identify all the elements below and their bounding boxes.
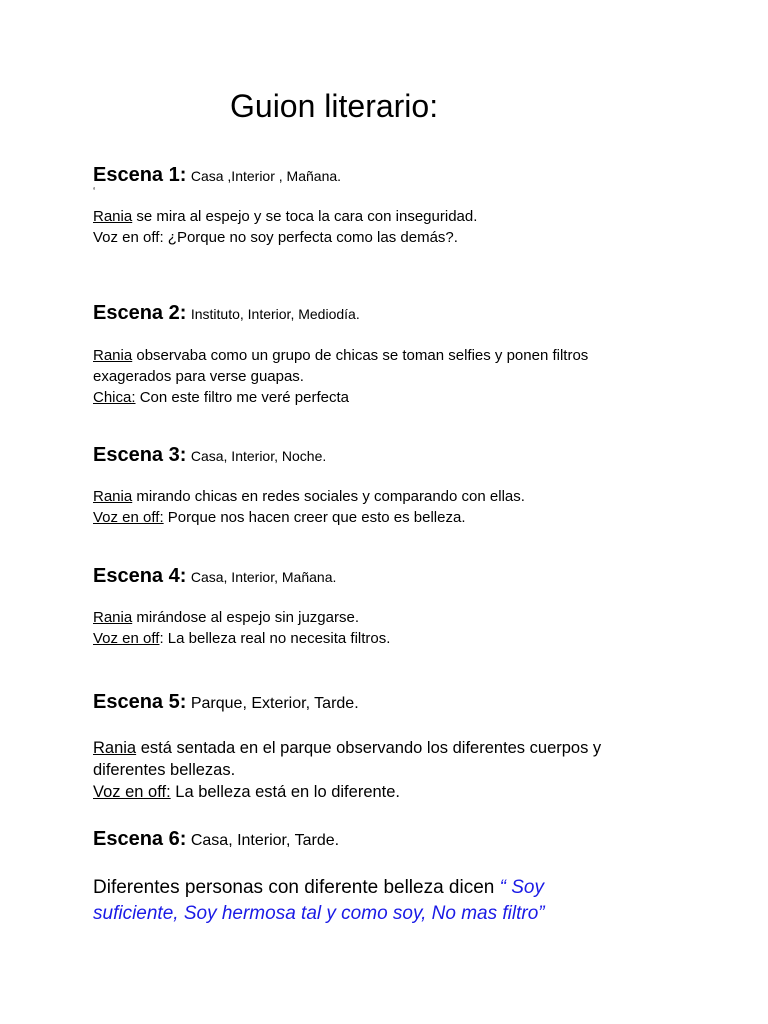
scene-6 [93,828,693,851]
line-text: Voz en off: ¿Porque no soy perfecta como las demás?. [93,229,458,246]
scene-meta: Casa, Interior, Tarde. [190,832,340,849]
scene-label: Escena 2: [93,302,187,324]
speaker-name: Rania [93,609,133,626]
document-title: Guion literario: [230,88,439,124]
scene-label: Escena 4: [93,565,187,587]
scene-3 [93,444,693,467]
scene-line [93,227,693,248]
scene-1-heading [93,164,693,187]
scene-line [93,607,693,628]
line-text: exagerados para verse guapas. [93,368,304,385]
scene-4-body [93,607,693,649]
speaker-name: Rania [93,347,133,364]
line-text: Porque nos hacen creer que esto es belleza. [163,509,466,526]
scene-6-heading [93,828,693,851]
scene-line [93,507,693,528]
scene-line [93,628,693,649]
speaker-name: Rania [93,739,137,757]
scene-meta: Instituto, Interior, Mediodía. [190,306,360,322]
scene-4 [93,565,693,588]
speaker-suffix: : [159,630,164,647]
scene-line [93,781,693,803]
scene-line [93,387,693,408]
scene-3-body [93,486,693,528]
scene-line [93,737,693,759]
scene-line [93,759,693,781]
closing-quote-start: “ Soy [499,877,544,898]
line-text: observaba como un grupo de chicas se toman selfies y ponen filtros [132,347,589,364]
stray-mark: ‘ [93,186,96,197]
scene-5-body [93,737,693,803]
speaker-name: Rania [93,488,133,505]
closing-paragraph [93,875,693,927]
scene-1-body [93,206,693,248]
scene-5-heading [93,691,693,714]
closing-quote-end: suficiente, Soy hermosa tal y como soy, No mas filtro” [93,903,545,924]
line-text: La belleza real no necesita filtros. [163,630,391,647]
scene-label: Escena 1: [93,164,187,186]
speaker-name: Chica: [93,389,136,406]
line-text: está sentada en el parque observando los diferentes cuerpos y [136,739,602,757]
scene-2-body [93,345,693,408]
scene-line [93,345,693,366]
line-text: mirando chicas en redes sociales y comparando con ellas. [132,488,525,505]
scene-2 [93,302,693,325]
scene-meta: Parque, Exterior, Tarde. [190,695,359,712]
speaker-name: Voz en off: [93,509,164,526]
scene-line [93,486,693,507]
scene-line [93,366,693,387]
scene-4-heading [93,565,693,588]
line-text: La belleza está en lo diferente. [170,783,401,801]
scene-3-heading [93,444,693,467]
scene-meta: Casa, Interior, Mañana. [190,569,337,585]
scene-5 [93,691,693,714]
line-text: se mira al espejo y se toca la cara con inseguridad. [132,208,478,225]
speaker-name: Voz en off: [93,783,171,801]
scene-label: Escena 6: [93,828,187,850]
closing-text: Diferentes personas con diferente belleza dicen [93,877,500,898]
scene-meta: Casa, Interior, Noche. [190,448,327,464]
scene-meta: Casa ,Interior , Mañana. [190,168,342,184]
speaker-name: Rania [93,208,133,225]
scene-label: Escena 5: [93,691,187,713]
scene-2-heading [93,302,693,325]
speaker-name: Voz en off [93,630,160,647]
line-text: diferentes bellezas. [93,761,236,779]
line-text: Con este filtro me veré perfecta [135,389,349,406]
scene-label: Escena 3: [93,444,187,466]
line-text: mirándose al espejo sin juzgarse. [132,609,359,626]
scene-1 [93,164,693,187]
scene-line [93,206,693,227]
